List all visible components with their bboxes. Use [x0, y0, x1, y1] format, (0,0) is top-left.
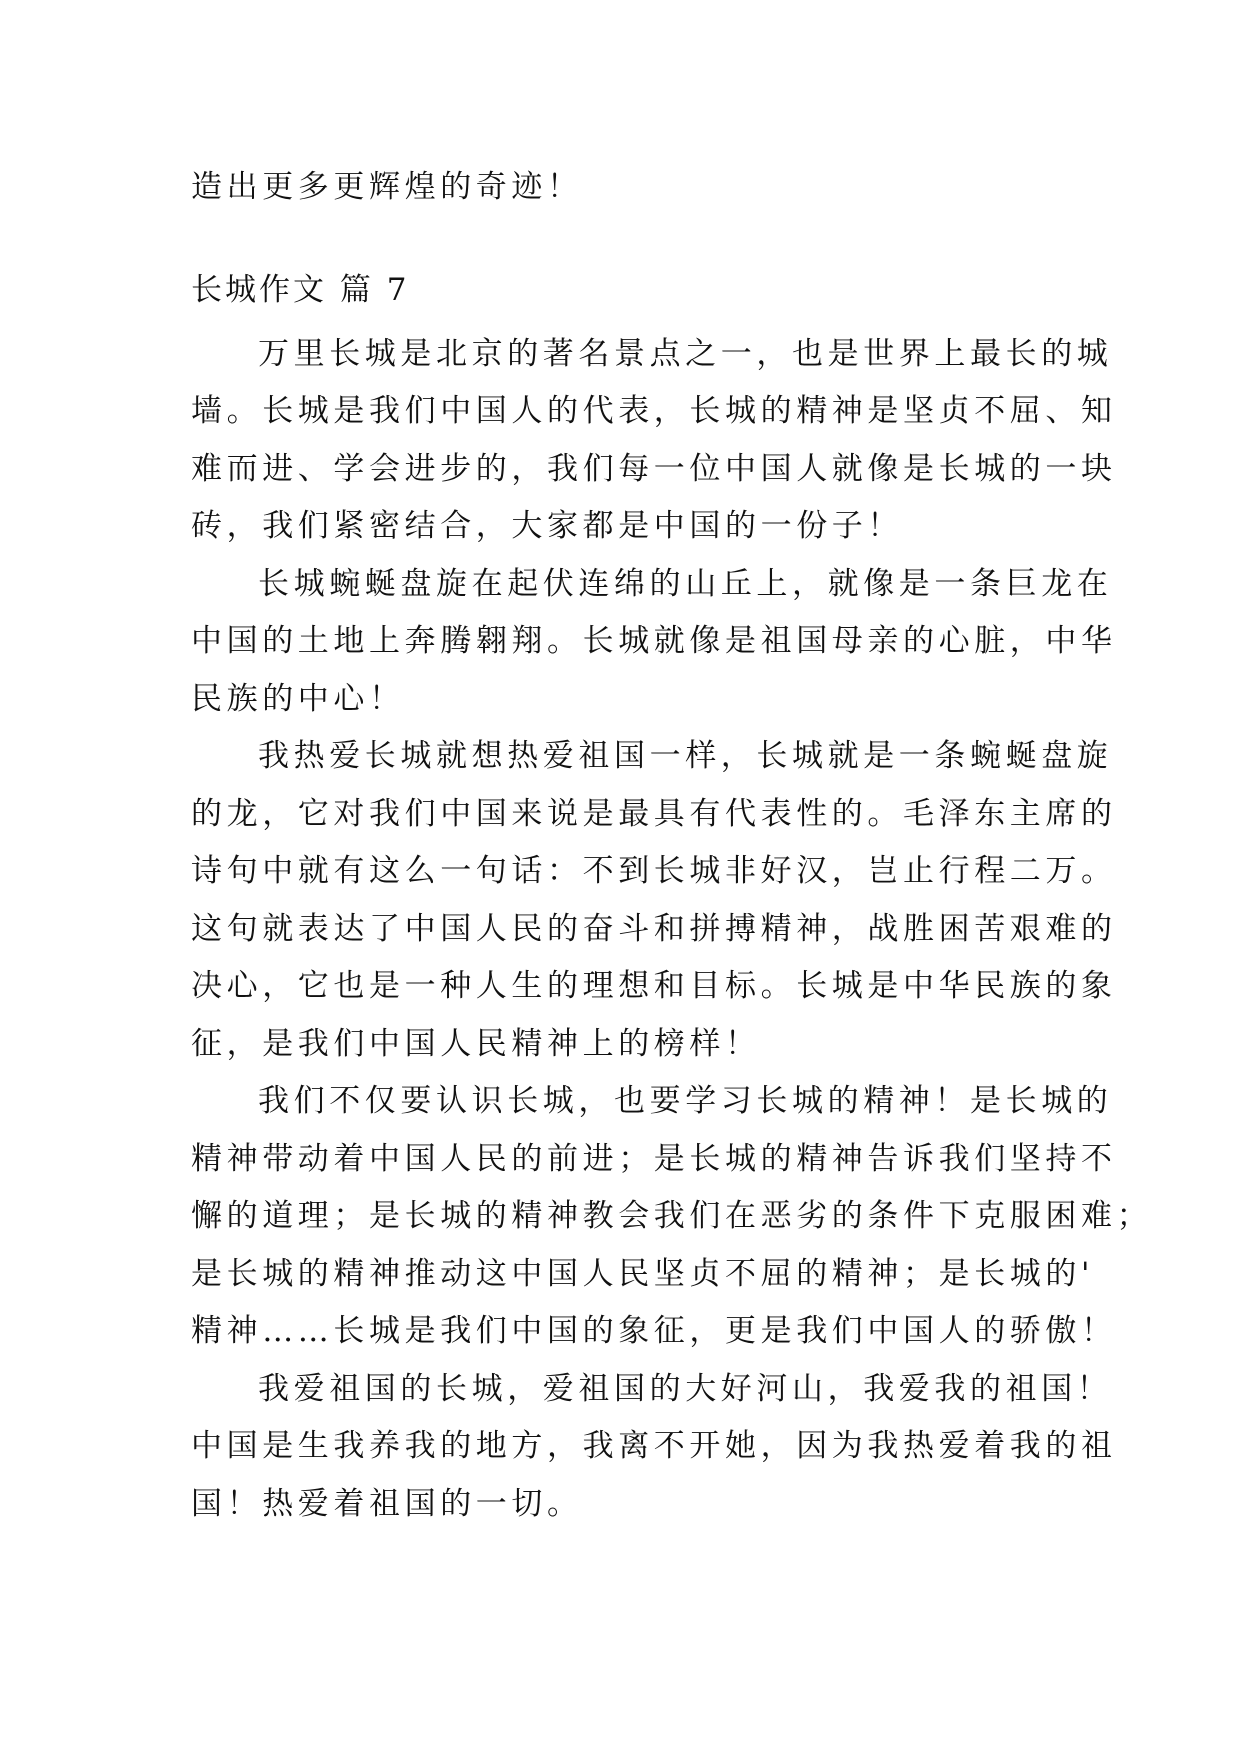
- text-line: 懈的道理；是长城的精神教会我们在恶劣的条件下克服困难；: [191, 1198, 1153, 1234]
- text-line: 民族的中心！: [191, 681, 405, 717]
- text-line: 的龙，它对我们中国来说是最具有代表性的。毛泽东主席的: [191, 796, 1117, 832]
- text-line: 墙。长城是我们中国人的代表，长城的精神是坚贞不屈、知: [191, 393, 1117, 429]
- continuation-line: 造出更多更辉煌的奇迹！: [191, 169, 583, 205]
- text-line: 我热爱长城就想热爱祖国一样，长城就是一条蜿蜒盘旋: [258, 738, 1113, 774]
- section-title: 长城作文 篇 7: [191, 272, 410, 308]
- text-line: 我们不仅要认识长城，也要学习长城的精神！是长城的: [258, 1083, 1113, 1119]
- text-line: 征，是我们中国人民精神上的榜样！: [191, 1026, 761, 1062]
- text-line: 国！热爱着祖国的一切。: [191, 1486, 583, 1522]
- text-line: 精神……长城是我们中国的象征，更是我们中国人的骄傲！: [191, 1313, 1117, 1349]
- text-line: 中国的土地上奔腾翱翔。长城就像是祖国母亲的心脏，中华: [191, 623, 1117, 659]
- text-line: 砖，我们紧密结合，大家都是中国的一份子！: [191, 508, 903, 544]
- text-line: 我爱祖国的长城，爱祖国的大好河山，我爱我的祖国！: [258, 1371, 1113, 1407]
- text-line: 这句就表达了中国人民的奋斗和拼搏精神，战胜困苦艰难的: [191, 911, 1117, 947]
- text-line: 中国是生我养我的地方，我离不开她，因为我热爱着我的祖: [191, 1428, 1117, 1464]
- text-line: 长城蜿蜒盘旋在起伏连绵的山丘上，就像是一条巨龙在: [258, 566, 1113, 602]
- text-line: 决心，它也是一种人生的理想和目标。长城是中华民族的象: [191, 968, 1117, 1004]
- text-line: 精神带动着中国人民的前进；是长城的精神告诉我们坚持不: [191, 1141, 1117, 1177]
- text-line: 难而进、学会进步的，我们每一位中国人就像是长城的一块: [191, 451, 1117, 487]
- text-line: 是长城的精神推动这中国人民坚贞不屈的精神；是长城的': [191, 1256, 1095, 1292]
- text-line: 万里长城是北京的著名景点之一，也是世界上最长的城: [258, 336, 1113, 372]
- text-line: 诗句中就有这么一句话：不到长城非好汉，岂止行程二万。: [191, 853, 1117, 889]
